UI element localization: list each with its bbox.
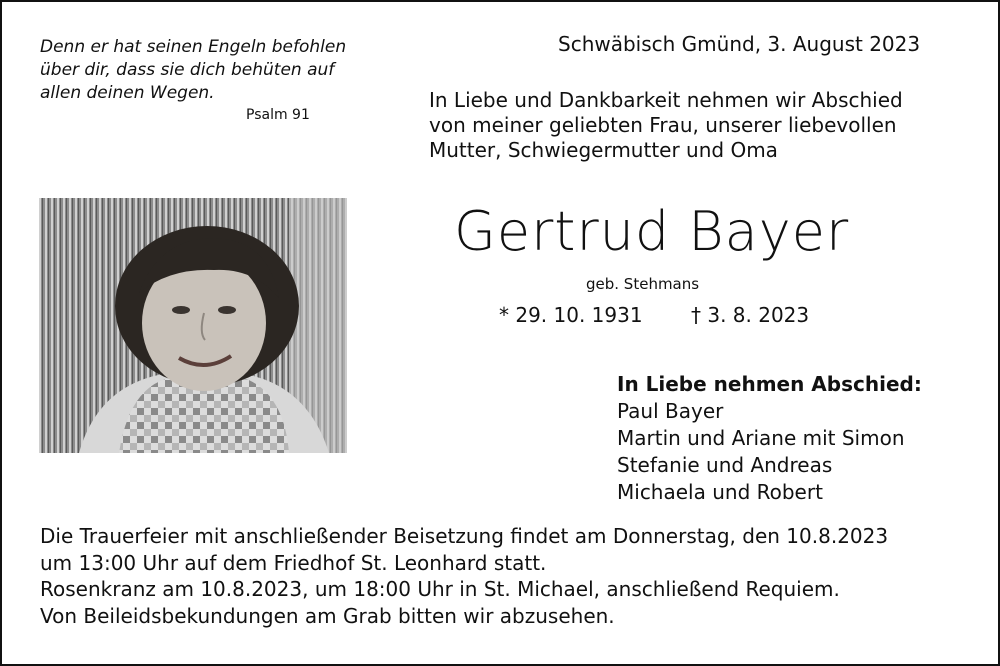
funeral-notice	[40, 523, 888, 629]
notice-line: Von Beileidsbekundungen am Grab bitten wir abzusehen.	[40, 603, 615, 628]
quote-line: Denn er hat seinen Engeln befohlen	[40, 37, 347, 57]
place-and-date: Schwäbisch Gmünd, 3. August 2023	[558, 32, 921, 56]
deceased-name: Gertrud Bayer	[454, 200, 850, 263]
birth-date: * 29. 10. 1931	[499, 303, 643, 327]
notice-line: Die Trauerfeier mit anschließender Beisetzung findet am Donnerstag, den 10.8.2023	[40, 524, 889, 548]
mourner-name: Michaela und Robert	[617, 480, 823, 504]
quote-line: allen deinen Wegen.	[40, 83, 215, 103]
notice-line: um 13:00 Uhr auf dem Friedhof St. Leonhard statt.	[40, 550, 547, 575]
intro-line: von meiner geliebten Frau, unserer liebevollen	[429, 113, 897, 137]
portrait-photo	[39, 198, 347, 453]
mourners-list	[617, 371, 922, 506]
bible-quote	[40, 36, 346, 105]
mourners-heading: In Liebe nehmen Abschied:	[617, 372, 922, 396]
quote-line: über dir, dass sie dich behüten auf	[40, 60, 335, 80]
intro-line: In Liebe und Dankbarkeit nehmen wir Abschied	[429, 88, 903, 112]
intro-text	[429, 88, 903, 163]
death-date: † 3. 8. 2023	[691, 303, 810, 327]
intro-line: Mutter, Schwiegermutter und Oma	[429, 138, 778, 162]
quote-source: Psalm 91	[246, 107, 310, 123]
maiden-name: geb. Stehmans	[586, 275, 700, 293]
mourner-name: Paul Bayer	[617, 399, 724, 423]
portrait-photo-icon	[39, 198, 347, 453]
notice-line: Rosenkranz am 10.8.2023, um 18:00 Uhr in St. Michael, anschließend Requiem.	[40, 577, 840, 601]
mourner-name: Stefanie und Andreas	[617, 453, 833, 477]
mourner-name: Martin und Ariane mit Simon	[617, 426, 905, 450]
